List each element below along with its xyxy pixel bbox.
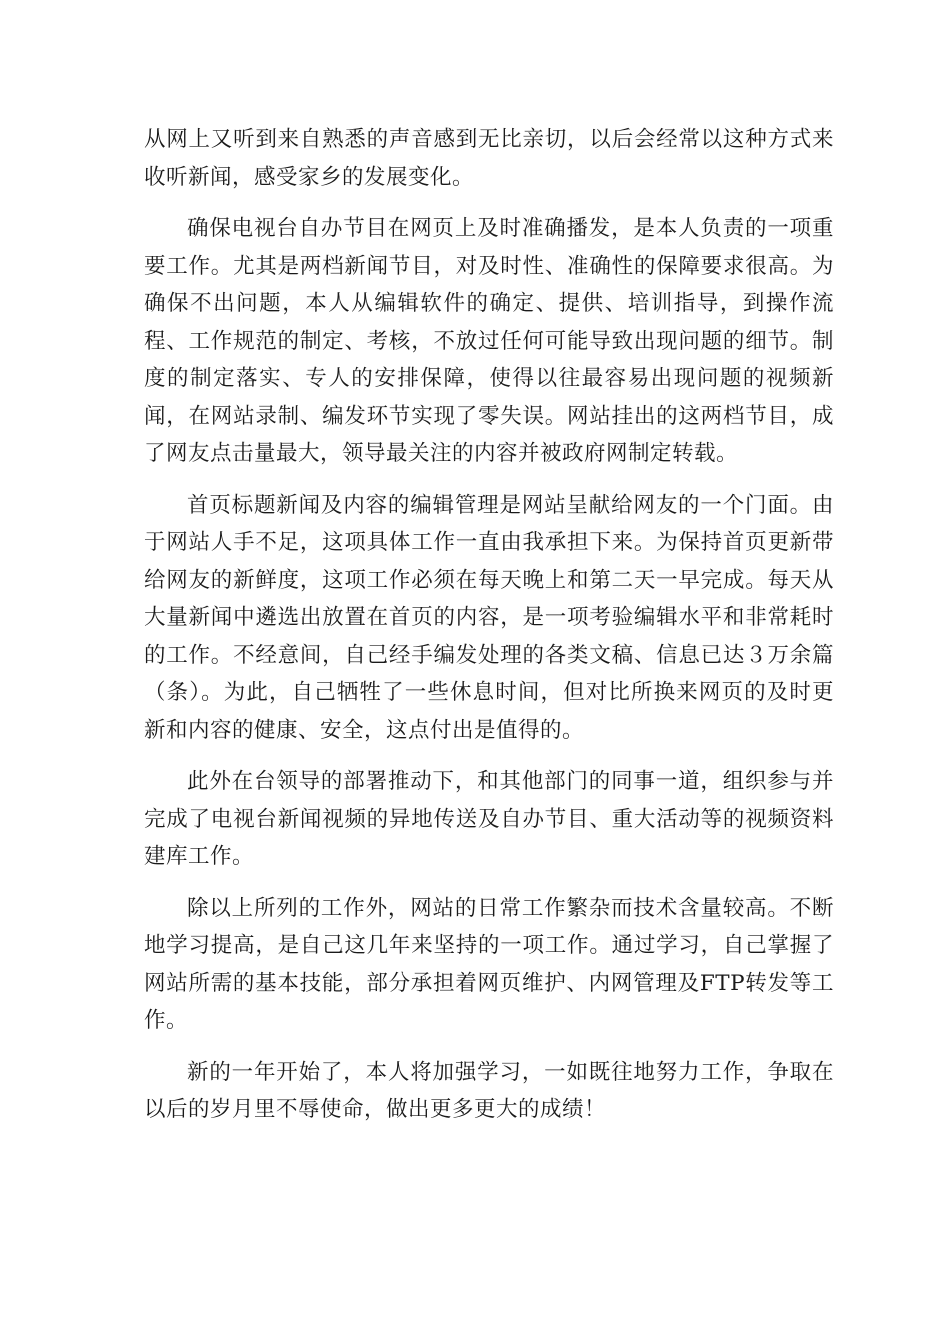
document-body xyxy=(144,121,834,1143)
paragraph-program-broadcast: 确保电视台自办节目在网页上及时准确播发，是本人负责的一项重要工作。尤其是两档新闻节目，对及时性、准确性的保障要求很高。为确保不出问题，本人从编辑软件的确定、提供、培训指导，到操作流程、工作规范的制定、考核，不放过任何可能导致出现问题的细节。制度的制定落实、专人的安排保障，使得以往最容易出现问题的视频新闻，在网站录制、编发环节实现了零失误。网站挂出的这两档节目，成了网友点击量最大，领导最关注的内容并被政府网制定转载。 xyxy=(144,216,834,466)
paragraph-homepage-editing: 首页标题新闻及内容的编辑管理是网站呈献给网友的一个门面。由于网站人手不足，这项具体工作一直由我承担下来。为保持首页更新带给网友的新鲜度，这项工作必须在每天晚上和第二天一早完成。每天从大量新闻中遴选出放置在首页的内容，是一项考验编辑水平和非常耗时的工作。不经意间，自己经手编发处理的各类文稿、信息已达３万余篇（条）。为此，自己牺牲了一些休息时间，但对比所换来网页的及时更新和内容的健康、安全，这点付出是值得的。 xyxy=(144,492,834,743)
paragraph-continuation: 从网上又听到来自熟悉的声音感到无比亲切，以后会经常以这种方式来收听新闻，感受家乡的发展变化。 xyxy=(144,127,834,190)
paragraph-daily-work: 除以上所列的工作外，网站的日常工作繁杂而技术含量较高。不断地学习提高，是自己这几年来坚持的一项工作。通过学习，自己掌握了网站所需的基本技能，部分承担着网页维护、内网管理及FTP转发等工作。 xyxy=(144,895,834,1033)
paragraph-new-year: 新的一年开始了，本人将加强学习，一如既往地努力工作，争取在以后的岁月里不辱使命，做出更多更大的成绩！ xyxy=(144,1059,834,1122)
paragraph-video-archive: 此外在台领导的部署推动下，和其他部门的同事一道，组织参与并完成了电视台新闻视频的异地传送及自办节目、重大活动等的视频资料建库工作。 xyxy=(144,769,834,869)
